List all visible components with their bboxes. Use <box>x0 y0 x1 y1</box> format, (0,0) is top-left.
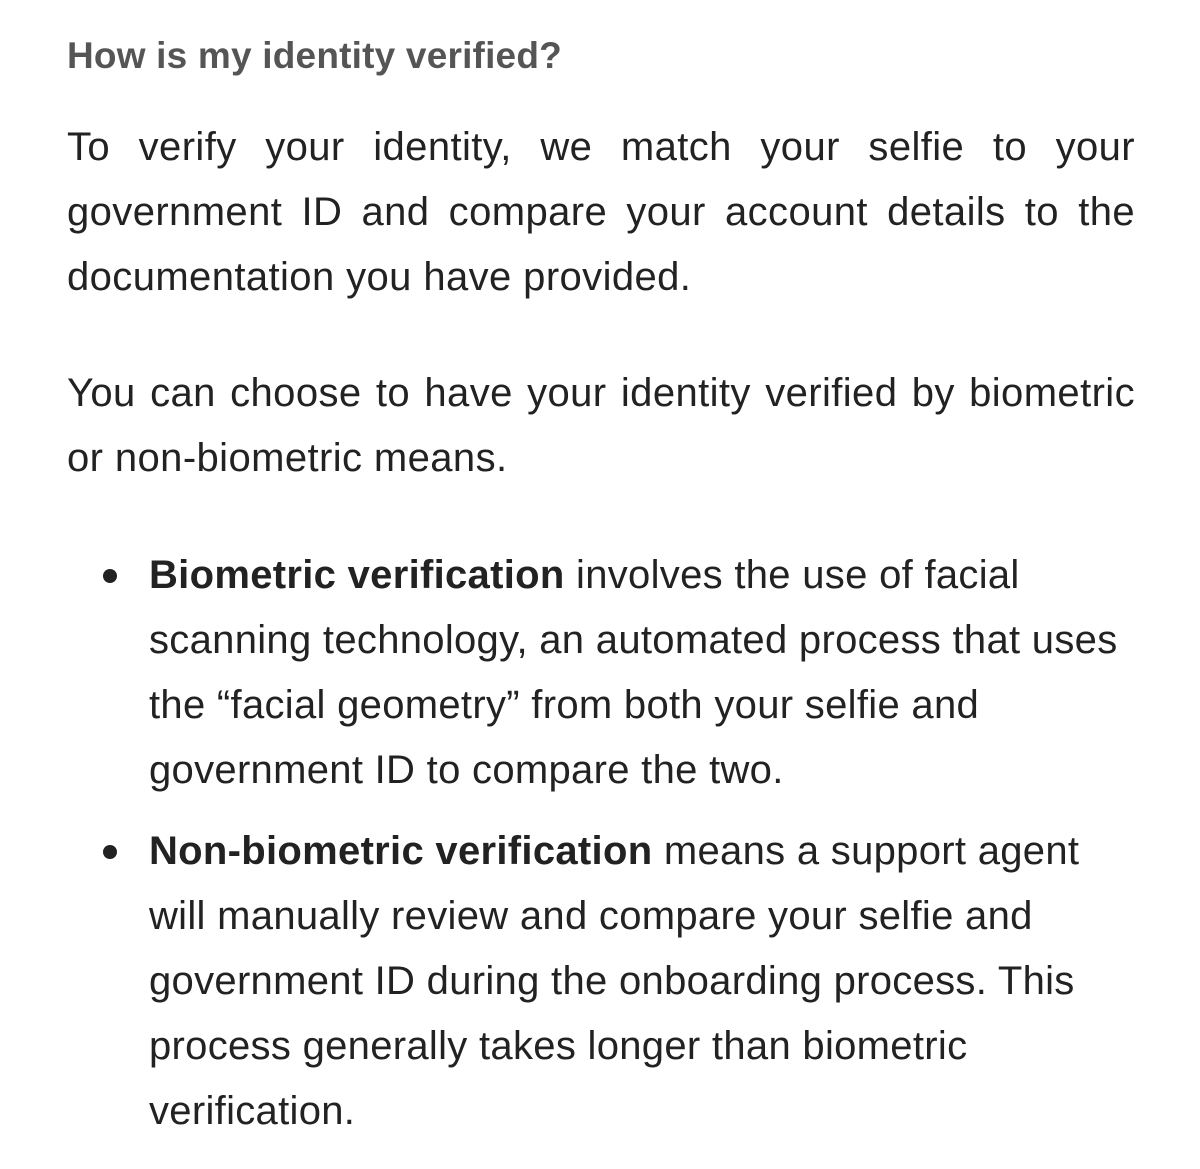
list-item-text: involves the use of facial scanning technology, an automated process that uses the “facial geometry” from both your selfie and government ID to compare the two. <box>149 553 1118 792</box>
list-item-biometric <box>67 543 1135 803</box>
list-item-text: means a support agent will manually review and compare your selfie and government ID during the onboarding process. This process generally takes longer than biometric verification. <box>149 829 1080 1133</box>
list-item-term: Non-biometric verification <box>149 829 653 873</box>
verification-methods-list <box>67 543 1135 1144</box>
bullet-icon <box>103 569 117 583</box>
list-item-non-biometric <box>67 819 1135 1144</box>
faq-question-heading: How is my identity verified? <box>67 35 562 76</box>
answer-paragraph-2: You can choose to have your identity verified by biometric or non-biometric means. <box>67 371 1135 480</box>
bullet-icon <box>103 845 117 859</box>
answer-paragraph-1: To verify your identity, we match your selfie to your government ID and compare your account details to the documentation you have provided. <box>67 125 1135 299</box>
list-item-term: Biometric verification <box>149 553 565 597</box>
